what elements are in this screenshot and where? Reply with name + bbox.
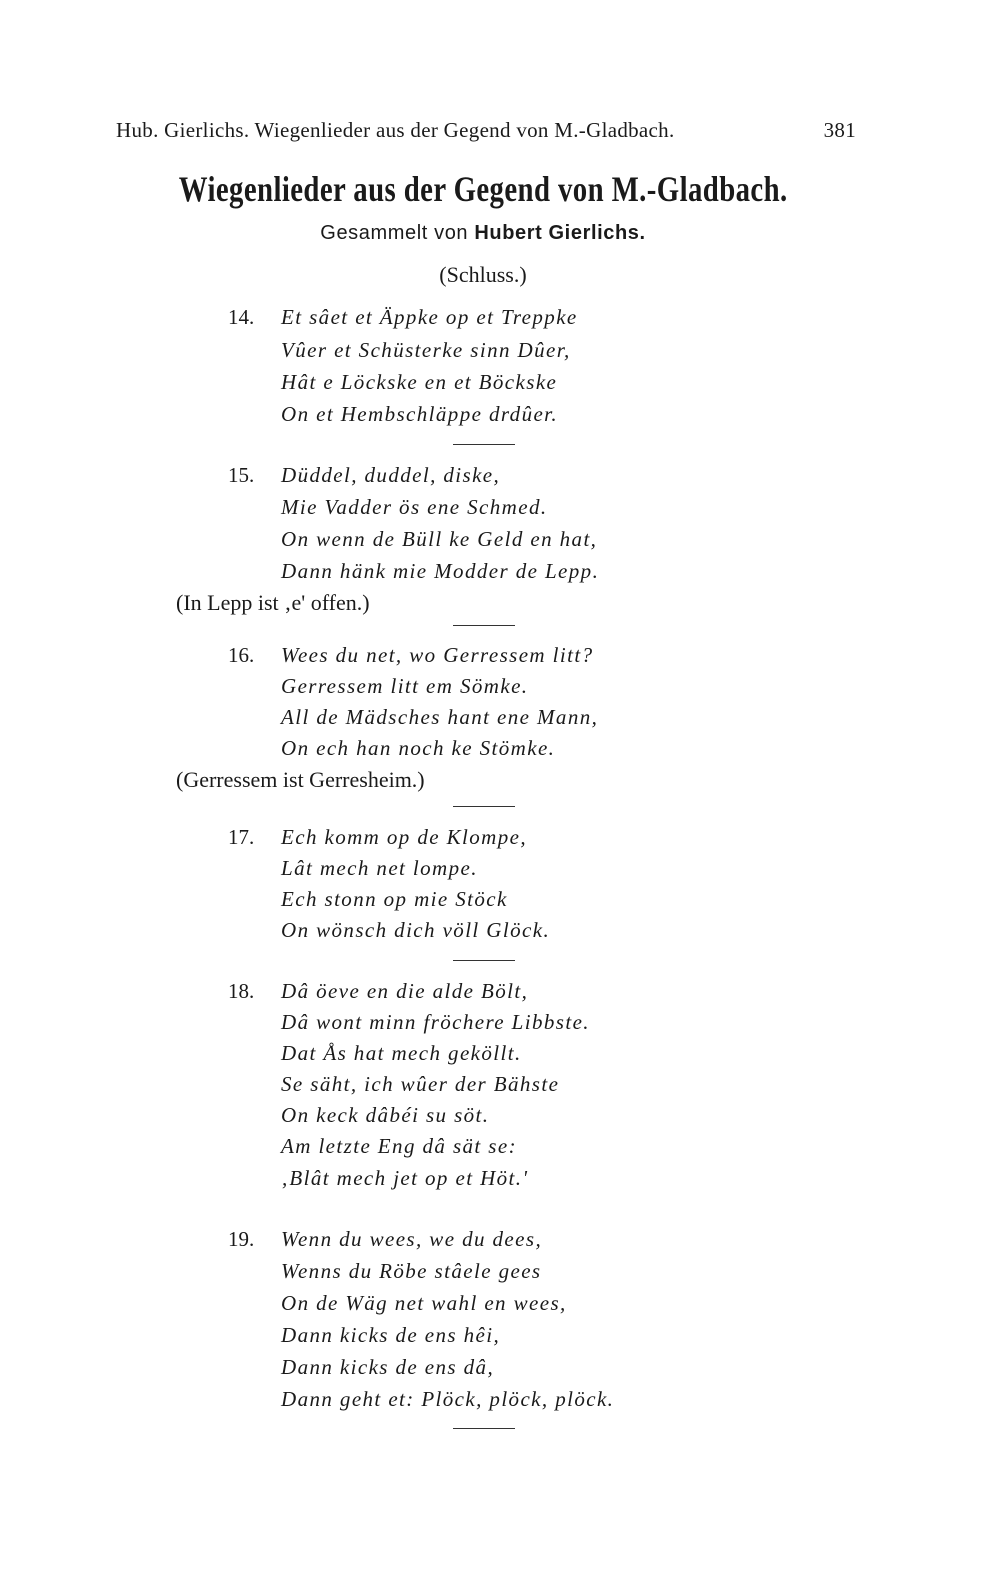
verse-line: ‚Blât mech jet op et Höt.' <box>281 1166 529 1190</box>
verse-line: On de Wäg net wahl en wees, <box>281 1291 567 1315</box>
verse-note: (In Lepp ist ‚e' offen.) <box>176 590 370 615</box>
verse-number: 14. <box>228 305 255 329</box>
verse-line: Dann kicks de ens dâ, <box>281 1355 495 1379</box>
verse-number: 16. <box>228 643 255 667</box>
verse-line: Vûer et Schüsterke sinn Dûer, <box>281 338 571 362</box>
running-head-text: Hub. Gierlichs. Wiegenlieder aus der Gegend von M.-Gladbach. <box>116 118 675 142</box>
verse-line: On keck dâbéi su söt. <box>281 1103 490 1127</box>
verse-line: On et Hembschläppe drdûer. <box>281 402 559 426</box>
continuation-label: (Schluss.) <box>439 262 527 287</box>
verse-line: On wenn de Büll ke Geld en hat, <box>281 527 598 551</box>
verse-line: Ech stonn op mie Stöck <box>281 887 508 911</box>
verse-line: Wenn du wees, we du dees, <box>281 1227 543 1251</box>
verse-line: Am letzte Eng dâ sät se: <box>281 1134 517 1158</box>
article-subtitle <box>0 222 966 245</box>
verse-line: Wees du net, wo Gerressem litt? <box>281 643 594 667</box>
section-divider <box>453 444 515 445</box>
verse-line: Dâ wont minn fröchere Libbste. <box>281 1010 590 1034</box>
subtitle-prefix: Gesammelt von <box>320 222 469 244</box>
verse-line: Hât e Löckske en et Böckske <box>281 370 558 394</box>
verse-line: Gerressem litt em Sömke. <box>281 674 529 698</box>
section-divider <box>453 625 515 626</box>
section-divider <box>453 1428 515 1429</box>
article-title: Wiegenlieder aus der Gegend von M.-Gladbach. <box>178 169 788 209</box>
verse-line: On wönsch dich völl Glöck. <box>281 918 551 942</box>
running-head <box>116 118 856 143</box>
verse-line: Et sâet et Äppke op et Treppke <box>281 305 578 329</box>
verse-line: On ech han noch ke Stömke. <box>281 736 556 760</box>
verse-line: Dat Ås hat mech geköllt. <box>281 1041 522 1065</box>
verse-note: (Gerressem ist Gerresheim.) <box>176 767 425 792</box>
verse-line: Dann hänk mie Modder de Lepp. <box>281 559 600 583</box>
verse-line: Dann kicks de ens hêi, <box>281 1323 501 1347</box>
verse-line: Wenns du Röbe stâele gees <box>281 1259 542 1283</box>
verse-line: Se säht, ich wûer der Bähste <box>281 1072 560 1096</box>
verse-line: Mie Vadder ös ene Schmed. <box>281 495 548 519</box>
verse-line: Ech komm op de Klompe, <box>281 825 527 849</box>
subtitle-author: Hubert Gierlichs. <box>474 222 646 244</box>
verse-line: All de Mädsches hant ene Mann, <box>281 705 599 729</box>
verse-line: Lât mech net lompe. <box>281 856 478 880</box>
section-divider <box>453 806 515 807</box>
verse-number: 17. <box>228 825 255 849</box>
section-divider <box>453 960 515 961</box>
verse-number: 18. <box>228 979 255 1003</box>
verse-number: 19. <box>228 1227 255 1251</box>
verse-line: Dâ öeve en die alde Bölt, <box>281 979 529 1003</box>
page-number: 381 <box>823 118 856 142</box>
verse-line: Dann geht et: Plöck, plöck, plöck. <box>281 1387 615 1411</box>
verse-line: Düddel, duddel, diske, <box>281 463 501 487</box>
verse-number: 15. <box>228 463 255 487</box>
